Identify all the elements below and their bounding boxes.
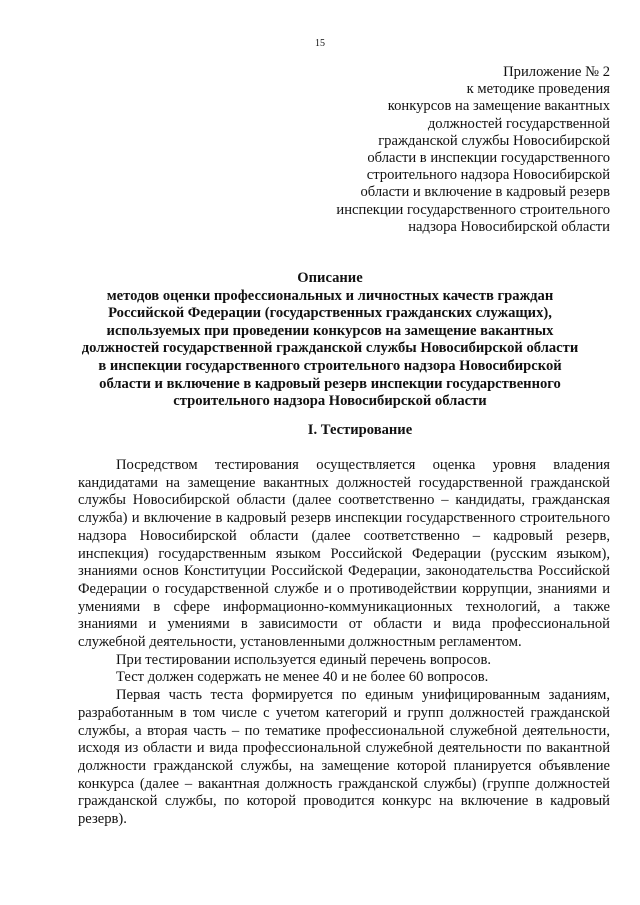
appendix-line: конкурсов на замещение вакантных	[387, 98, 610, 115]
title-line: Российской Федерации (государственных гражданских служащих),	[108, 305, 552, 322]
paragraph: Тест должен содержать не менее 40 и не более 60 вопросов.	[116, 669, 489, 686]
title-line: методов оценки профессиональных и личностных качеств граждан	[106, 287, 554, 304]
document-title	[60, 270, 600, 411]
title-line: Описание	[297, 270, 363, 286]
appendix-line: гражданской службы Новосибирской	[378, 132, 610, 149]
appendix-header	[250, 64, 610, 236]
paragraph: Первая часть теста формируется по единым унифицированным заданиям, разработанным в том числе с учетом категорий и групп должностей гражданской службы, а вторая часть – по тематике профессиональной служебной деятельности, исходя из области и вида профессиональной служебной деятельности по вакантной должности гражданской службы, на замещение которой планируется объявление конкурса (далее – вакантная должность гражданской службы) (группе должностей гражданской службы, по которой проводится конкурс на включение в кадровый резерв).	[78, 687, 610, 828]
section-heading: I. Тестирование	[307, 422, 413, 438]
body-text	[78, 457, 610, 829]
title-line: строительного надзора Новосибирской области	[173, 393, 487, 410]
title-line: должностей государственной гражданской службы Новосибирской области	[81, 340, 579, 357]
title-line: в инспекции государственного строительного надзора Новосибирской	[98, 357, 562, 374]
appendix-line: Приложение № 2	[503, 64, 610, 80]
paragraph: При тестировании используется единый перечень вопросов.	[116, 651, 491, 668]
appendix-line: инспекции государственного строительного	[336, 201, 610, 218]
appendix-line: надзора Новосибирской области	[408, 218, 610, 235]
paragraph: Посредством тестирования осуществляется оценка уровня владения кандидатами на замещение вакантных должностей государственной гражданской службы Новосибирской области (далее соответственно – кандидаты, гражданская служба) и включение в кадровый резерв инспекции государственного строительного надзора Новосибирской области (далее соответственно – кадровый резерв, инспекция) государственным языком Российской Федерации (русским языком), знаниями основ Конституции Российской Федерации, законодательства Российской Федерации о государственной службе и о противодействии коррупции, знаниями и умениями в сфере информационно-коммуникационных технологий, а также знаниями и умениями в зависимости от области и вида профессиональной служебной деятельности, установленными должностным регламентом.	[78, 457, 610, 651]
appendix-line: к методике проведения	[466, 81, 610, 98]
appendix-line: должностей государственной	[427, 115, 610, 132]
appendix-line: области в инспекции государственного	[367, 150, 610, 167]
appendix-line: области и включение в кадровый резерв	[360, 184, 610, 201]
appendix-line: строительного надзора Новосибирской	[366, 167, 610, 184]
title-line: области и включение в кадровый резерв инспекции государственного	[99, 375, 561, 392]
page-number: 15	[315, 38, 325, 49]
title-line: используемых при проведении конкурсов на замещение вакантных	[106, 322, 554, 339]
